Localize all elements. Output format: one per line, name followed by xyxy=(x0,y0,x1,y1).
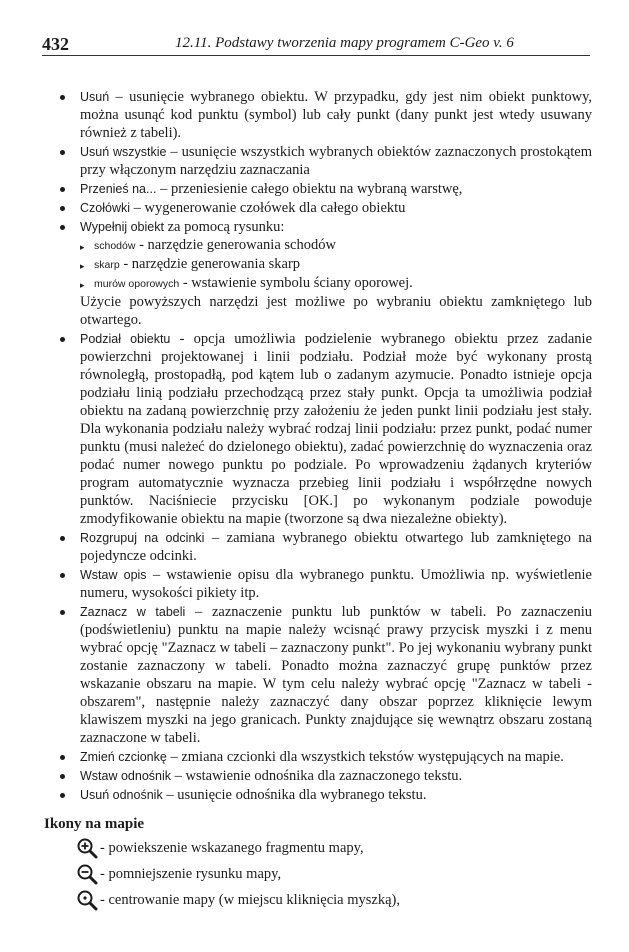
bullet-icon xyxy=(60,774,65,779)
option-description: – usunięcie odnośnika dla wybranego tekstu. xyxy=(162,787,427,803)
page-header xyxy=(42,33,590,56)
fill-tools-sublist xyxy=(80,236,592,293)
bullet-icon xyxy=(60,95,65,100)
bullet-icon xyxy=(60,610,65,615)
bullet-icon xyxy=(60,337,65,342)
option-description: – zamiana wybranego obiektu otwartego lub zamkniętego na pojedyncze odcinki. xyxy=(80,530,592,564)
option-description: - opcja umożliwia podzielenie wybranego obiektu przez zadanie powierzchni projektowanej i linii podziału. Podział może być wykonany prostą równoległą, prostopadłą, pod kątem lub o zadanym azymucie. Ponadto istnieje opcja podziału linią podziału przechodzącą przez stały punkt. Opcja ta umożliwia podział obiektu na zadaną powierzchnię przy założeniu że jeden punkt linii podziału jest stały. Dla wykonania podziału należy wybrać rodzaj linii podziału: przez punkt, podać numer punktu (musi należeć do dzielonego obiektu), zadać powierzchnię do wyznaczenia oraz podać numer nowego punktu po podziale. Po wprowadzeniu żądanych kryteriów program automatycznie wyznacza przebieg linii podziału i współrzędne nowych punktów. Naciśniecie przycisku [OK.] po wykonanym podziale powoduje zmodyfikowanie obiektu na mapie (tworzone są dwa niezależne obiekty). xyxy=(80,331,593,527)
menu-options-list xyxy=(46,88,592,804)
sub-bullet-icon: ▸ xyxy=(80,281,85,291)
option-term: Wstaw opis xyxy=(80,568,147,582)
option-term: Zaznacz w tabeli xyxy=(80,605,186,619)
sublist-item-skarp xyxy=(80,255,592,274)
bullet-icon xyxy=(60,573,65,578)
center-map-icon xyxy=(76,889,98,911)
list-item-zaznacz-w-tabeli xyxy=(46,603,592,747)
sub-bullet-icon: ▸ xyxy=(80,262,85,272)
option-term: Wypełnij obiekt xyxy=(80,220,164,234)
page-content xyxy=(46,88,592,912)
option-term: Czołówki xyxy=(80,201,131,215)
list-item-podzial xyxy=(46,330,592,528)
bullet-icon xyxy=(60,536,65,541)
list-item-wstaw-opis xyxy=(46,566,592,602)
icon-row-zoom-out xyxy=(76,862,592,886)
bullet-icon xyxy=(60,206,65,211)
icon-description: - powiekszenie wskazanego fragmentu mapy, xyxy=(100,840,364,856)
icon-description: - pomniejszenie rysunku mapy, xyxy=(100,866,282,882)
subitem-term: skarp xyxy=(94,259,120,271)
option-term: Zmień czcionkę xyxy=(80,750,167,764)
section-heading: Ikony na mapie xyxy=(44,816,145,832)
list-item-czolowki xyxy=(46,199,592,217)
option-term: Usuń xyxy=(80,90,110,104)
list-item-usun-wszystkie xyxy=(46,143,592,179)
icon-description: - centrowanie mapy (w miejscu kliknięcia myszką), xyxy=(100,892,400,908)
sublist-item-schodow xyxy=(80,236,592,255)
list-item-wstaw-odnosnik xyxy=(46,767,592,785)
sub-bullet-icon: ▸ xyxy=(80,243,85,253)
icon-row-zoom-in xyxy=(76,836,592,860)
option-description: za pomocą rysunku: xyxy=(163,219,285,235)
bullet-icon xyxy=(60,187,65,192)
bullet-icon xyxy=(60,793,65,798)
subitem-description: - narzędzie generowania skarp xyxy=(119,256,301,272)
option-description: – usunięcie wybranego obiektu. W przypadku, gdy jest nim obiekt punktowy, można usunąć kod punktu (symbol) lub cały punkt (dany punkt jest wtedy usuwany również z tabeli). xyxy=(80,89,592,141)
list-item-zmien-czcionke xyxy=(46,748,592,766)
option-term: Usuń wszystkie xyxy=(80,145,167,159)
option-description: – zaznaczenie punktu lub punktów w tabeli. Po zaznaczeniu (podświetleniu) punktu na mapie należy wcisnąć prawy przycisk myszki i z menu wybrać opcję "Zaznacz w tabeli – zaznaczony punkt". Po jej wykonaniu wybrany punkt zostanie zaznaczony w tabeli. Ponadto można zaznaczyć grupę punktów przez wskazanie obszaru na mapie. W tym celu należy wybrać opcję "Zaznacz w tabeli - obszarem", następnie należy zaznaczyć dany obszar poprzez kliknięcie lewym klawiszem myszki na jego granicach. Punkty znajdujące się wewnątrz obszaru zostaną zaznaczone w tabeli. xyxy=(80,604,592,746)
option-term: Przenieś na... xyxy=(80,182,157,196)
list-item-przenies xyxy=(46,180,592,198)
list-item-usun xyxy=(46,88,592,142)
option-description: – przeniesienie całego obiektu na wybraną warstwę, xyxy=(156,181,463,197)
icon-row-center-map xyxy=(76,888,592,912)
option-description: – wstawienie odnośnika dla zaznaczonego tekstu. xyxy=(171,768,463,784)
fill-tools-note: Użycie powyższych narzędzi jest możliwe po wybraniu obiektu zamkniętego lub otwartego. xyxy=(80,294,592,328)
bullet-icon xyxy=(60,150,65,155)
option-description: – usunięcie wszystkich wybranych obiektów zaznaczonych prostokątem przy włączonym narzędziu zaznaczania xyxy=(80,144,592,178)
option-description: – zmiana czcionki dla wszystkich tekstów występujących na mapie. xyxy=(166,749,564,765)
option-term: Rozgrupuj na odcinki xyxy=(80,531,205,545)
sublist-item-murow xyxy=(80,274,592,293)
page-number: 432 xyxy=(42,34,69,54)
subitem-term: schodów xyxy=(94,240,136,252)
zoom-out-icon xyxy=(76,863,98,885)
option-term: Podział obiektu xyxy=(80,332,171,346)
option-description: – wygenerowanie czołówek dla całego obiektu xyxy=(130,200,406,216)
subitem-description: - narzędzie generowania schodów xyxy=(135,237,336,253)
option-term: Wstaw odnośnik xyxy=(80,769,172,783)
option-term: Usuń odnośnik xyxy=(80,788,163,802)
running-title: 12.11. Podstawy tworzenia mapy programem C-Geo v. 6 xyxy=(175,35,514,51)
list-item-rozgrupuj xyxy=(46,529,592,565)
option-description: – wstawienie opisu dla wybranego punktu. Umożliwia np. wyświetlenie numeru, wysokości pikiety itp. xyxy=(80,567,592,601)
bullet-icon xyxy=(60,755,65,760)
bullet-icon xyxy=(60,225,65,230)
subitem-description: - wstawienie symbolu ściany oporowej. xyxy=(179,275,413,291)
zoom-in-icon xyxy=(76,837,98,859)
list-item-usun-odnosnik xyxy=(46,786,592,804)
list-item-wypelnij xyxy=(46,218,592,329)
subitem-term: murów oporowych xyxy=(94,278,180,290)
